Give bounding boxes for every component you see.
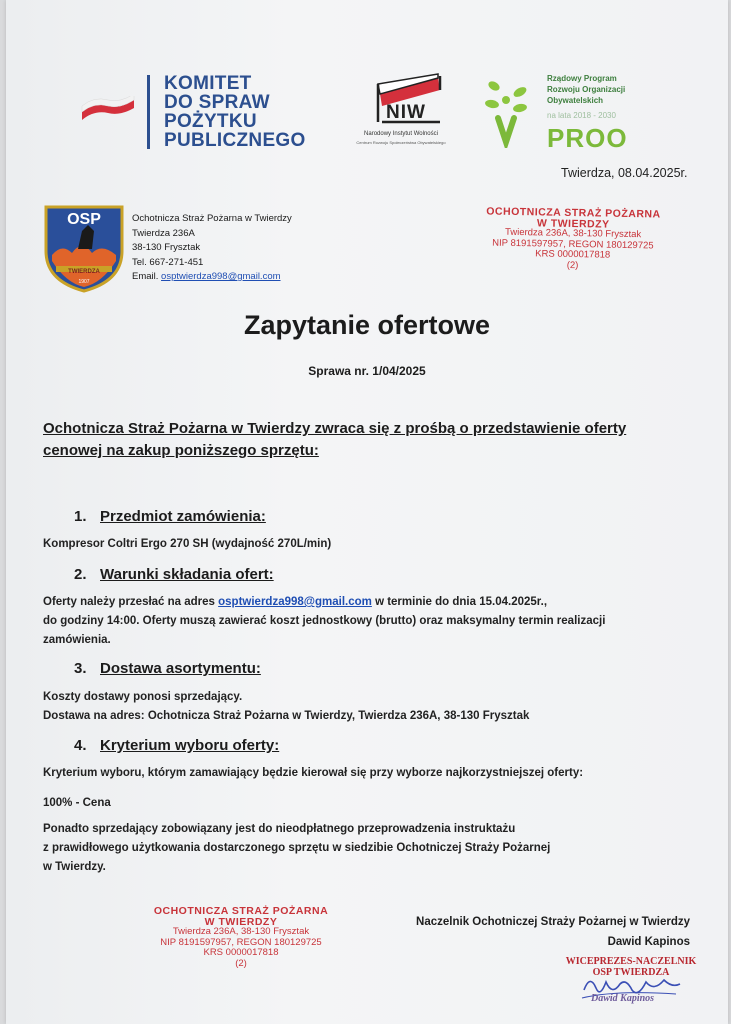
vice-stamp-name: Dawid Kapinos (591, 993, 655, 1004)
flag-logo-icon (80, 96, 136, 126)
section-2-line-3: zamówienia. (43, 634, 111, 646)
osp-logo-place: TWIERDZA (68, 269, 100, 275)
vice-stamp-line-1: WICEPREZES-NACZELNIK (565, 956, 697, 967)
osp-logo-text: OSP (67, 211, 101, 228)
proo-logo-text: PROO (547, 123, 628, 153)
document-date: Twierdza, 08.04.2025r. (561, 166, 688, 180)
section-4-line-1: Kryterium wyboru, którym zamawiający będzie kierował się przy wyborze najkorzystniejszej oferty: (43, 767, 584, 779)
osp-logo-year: 1907 (78, 279, 90, 285)
section-3-line-1: Koszty dostawy ponosi sprzedający. (43, 691, 243, 703)
committee-line-1: KOMITET (164, 73, 252, 94)
document-title: Zapytanie ofertowe (243, 310, 491, 340)
section-1-heading (74, 508, 266, 525)
stamp-line-6: (2) (566, 259, 579, 271)
stamp-bottom-line-4: NIP 8191597957, REGON 180129725 (160, 936, 322, 948)
section-2-email-link[interactable]: osptwierdza998@gmail.com (218, 596, 372, 608)
section-1-title: Przedmiot zamówienia: (100, 508, 266, 525)
stamp-line-4: NIP 8191597957, REGON 180129725 (492, 237, 654, 251)
niw-logo-text: NIW (386, 102, 426, 123)
proo-line-1: Rządowy Program (547, 74, 617, 83)
niw-subtitle: Centrum Rozwoju Społeczeństwa Obywatelskiego (356, 140, 446, 145)
osp-street: Twierdza 236A (132, 227, 195, 239)
stamp-title: OCHOTNICZA STRAŻ POŻARNA (486, 205, 661, 221)
proo-logo-icon (484, 78, 542, 148)
document-page (6, 0, 728, 1024)
stamp-line-5: KRS 0000017818 (535, 248, 611, 261)
osp-email-row (132, 270, 292, 285)
osp-phone: Tel. 667-271-451 (132, 256, 204, 268)
case-number: Sprawa nr. 1/04/2025 (308, 364, 426, 378)
proo-years: na lata 2018 - 2030 (547, 111, 616, 120)
section-4-closing (43, 820, 703, 877)
proo-line-3: Obywatelskich (547, 96, 604, 105)
section-4-line-2: 100% - Cena (43, 797, 111, 809)
committee-line-4: PUBLICZNEGO (164, 130, 306, 151)
stamp-line-2: W TWIERDZY (536, 216, 610, 231)
section-2-pre: Oferty należy przesłać na adres (43, 596, 219, 608)
stamp-bottom-line-5: KRS 0000017818 (203, 947, 279, 958)
osp-city: 38-130 Frysztak (132, 242, 201, 253)
committee-line-3: POŻYTKU (164, 111, 257, 132)
proo-line-2: Rozwoju Organizacji (547, 85, 626, 94)
section-3-title: Dostawa asortymentu: (100, 660, 261, 677)
intro-paragraph: Ochotnicza Straż Pożarna w Twierdzy zwraca się z prośbą o przedstawienie oferty cenowej na zakup poniższego sprzętu: (43, 420, 627, 459)
section-2-text (43, 593, 693, 650)
stamp-line-3: Twierdza 236A, 38-130 Frysztak (504, 226, 642, 241)
osp-address-block (132, 212, 292, 285)
niw-name: Narodowy Instytut Wolności (364, 131, 438, 137)
committee-line-2: DO SPRAW (164, 92, 270, 113)
section-4-line-3: Ponadto sprzedający zobowiązany jest do nieodpłatnego przeprowadzenia instruktażu (43, 823, 516, 835)
organization-stamp-top (457, 206, 688, 273)
organization-stamp-bottom (126, 906, 356, 969)
section-4-number: 4. (74, 737, 87, 754)
stamp-bottom-line-2: W TWIERDZY (204, 915, 278, 928)
signature-block (396, 912, 690, 952)
section-3-line-2: Dostawa na adres: Ochotnicza Straż Pożarna w Twierdzy, Twierdza 236A, 38-130 Frysztak (43, 710, 530, 722)
section-1-text: Kompresor Coltri Ergo 270 SH (wydajność 270L/min) (43, 538, 332, 550)
osp-email-label: Email. (132, 271, 159, 282)
section-3-text (43, 688, 693, 726)
section-2-number: 2. (74, 566, 87, 583)
vice-stamp-line-2: OSP TWIERDZA (592, 967, 670, 978)
stamp-bottom-line-3: Twierdza 236A, 38-130 Frysztak (172, 926, 310, 937)
section-4-line-5: w Twierdzy. (43, 861, 106, 873)
section-1-number: 1. (74, 508, 87, 525)
section-2-post: w terminie do dnia 15.04.2025r., (371, 596, 548, 608)
osp-email-link[interactable]: osptwierdza998@gmail.com (161, 271, 281, 282)
stamp-bottom-title: OCHOTNICZA STRAŻ POŻARNA (153, 905, 329, 917)
section-4-heading (74, 737, 279, 754)
section-2-line-1 (43, 593, 693, 612)
section-3-number: 3. (74, 660, 87, 677)
section-2-heading (74, 566, 274, 583)
osp-shield-icon (42, 203, 126, 293)
committee-logo-text (164, 74, 306, 150)
proo-program-name (547, 73, 625, 106)
osp-name: Ochotnicza Straż Pożarna w Twierdzy (132, 213, 292, 224)
section-2-line-2: do godziny 14:00. Oferty muszą zawierać koszt jednostkowy (brutto) oraz maksymalny termin realizacji (43, 615, 606, 627)
signature-title: Naczelnik Ochotniczej Straży Pożarnej w Twierdzy (416, 916, 690, 928)
stamp-bottom-line-6: (2) (235, 957, 247, 969)
section-2-title: Warunki składania ofert: (100, 566, 274, 583)
section-4-line-4: z prawidłowego użytkowania dostarczonego sprzętu w siedzibie Ochotniczej Straży Pożarnej (43, 842, 551, 854)
section-4-title: Kryterium wyboru oferty: (100, 737, 280, 754)
signature-name: Dawid Kapinos (607, 936, 690, 948)
section-3-heading (74, 660, 261, 677)
committee-divider (147, 75, 150, 149)
